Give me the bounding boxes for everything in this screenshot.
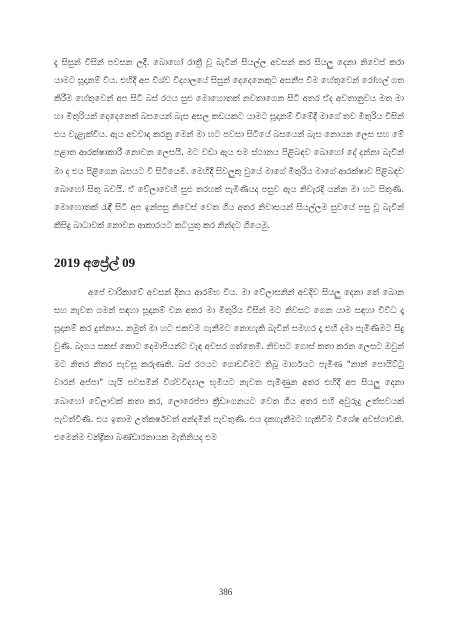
body-paragraph-2: අපේ චාරිකාවේ අවසන් දිනය ආරම්භ විය. මා වේලාසනින් අවදිව සියලු දෙනා තේ බොන සහ නැවත ගමන් සඳහා සූදානම් වන අතර මා මිතුරිය විසින් මට නිවසට ගෙන යාම සඳහා විවිධ දෑ සූදානම් කර දුන්නාය. නමුත් මා හට එකවම ගැනීමට නොහැකි බැවින් සමහර දෑ එහි දමා පැමිණීමට සිදු වුණි. බෑගය සකස් කොට දෙමාපියන්ට වැඳ අවසර ගත්තෙමි. නිවසට ගොස් කතා කරන ලෙසට ඔවුන් මට නිතර නිතර පැවසූ කරුණකි. බස් රථයට ගොඩවීමට තිබූ මාර්ගයට පැමිණ "නාන් පොයිට්ටු වාරන් අප්පා" යැයි පවසමින් විශ්වවිද්‍යාල භූමියට නැවත පැමිණුන අතර එහිදී අප සියලු දෙනා බොහෝ වේලාවක් කතා කර, ලොරෙප්පා ක්‍රීඩාංගනයට වෙත ගිය අතර එහි අවුරුදු උත්සවයක් පැවත්විණි. එය ඉතාම උත්කර්ෂවත් අන්දමින් පැවතුණි. එය දකගැනීමට හැකිවීම විශේෂ අවස්ථාවකි. එමෙන්ම චන්ද්‍රිකා බණ්ඩාරනායක මැතිනියද එම <box>54 287 404 443</box>
date-heading: 2019 අප්‍රේල් 09 <box>54 254 136 270</box>
page-number: 386 <box>218 587 233 597</box>
document-page <box>54 54 404 447</box>
body-paragraph-1: දැ සිසුන් විසින් පවසන ලදී. බොහෝ රාත්‍රී වූ බැවින් සියල්ල අවසන් කර සියලු දෙනා නිවෙස් කරා යාමට සූදානම් විය. එහිදී අප විශ්ව විද්‍යාලයේ සිසුන් දෙදෙනෙකුට අසනීප වීම හේතුවෙන් රෝහල් ගත කිරීම හේතුවෙන් අප සිටි බස් රථය සුළු මොහොතක් නවතාගෙන සිටි අතර ඒද අවතානුවය මත මා හා මිතුරියන් දෙදෙනෙක් බසයෙන් බැස අසල කඩයකට යාමට සූදානම් වීමේදී මාගේ තව මිතුරිය විසින් එය වැළැක්විය. ඇය අවවාද කරනු මෙන් මා හට පවසා සිටියේ බසයෙන් බැස නොයන ලෙස සහ මේ පළාත ආරක්ෂාකාරී නොවන ලෙසයි. මට වඩා ඇය එම ස්ථානය පිළිබඳව බොහෝ දේ දන්නා බැවින් මා ද එය පිළිගෙන බසයට වී සිටියෙමි. මෙහිදී සිවලුකු වුයේ මාගේ මිතුරිය මාගේ ආරක්ෂාව පිළිබඳව බොහෝ සිතු බවයි. ඒ වේලාවෙහි සුළු තරහක් පැමිණියද පසුව ඇය නිවැරදි යන්න මා හට සිතුණි. මොහොතක් රැඳී සිටි අප ඉන්පසු නිවෙස් වෙත ගිය අතර නිවාසයන් සියල්ලම සුවයේ පසු වූ බැවින් කිසිදු බාධාවක් නොවන ආකාරයට කටයුතු කර නින්දට ගියෙමු. <box>54 58 404 231</box>
